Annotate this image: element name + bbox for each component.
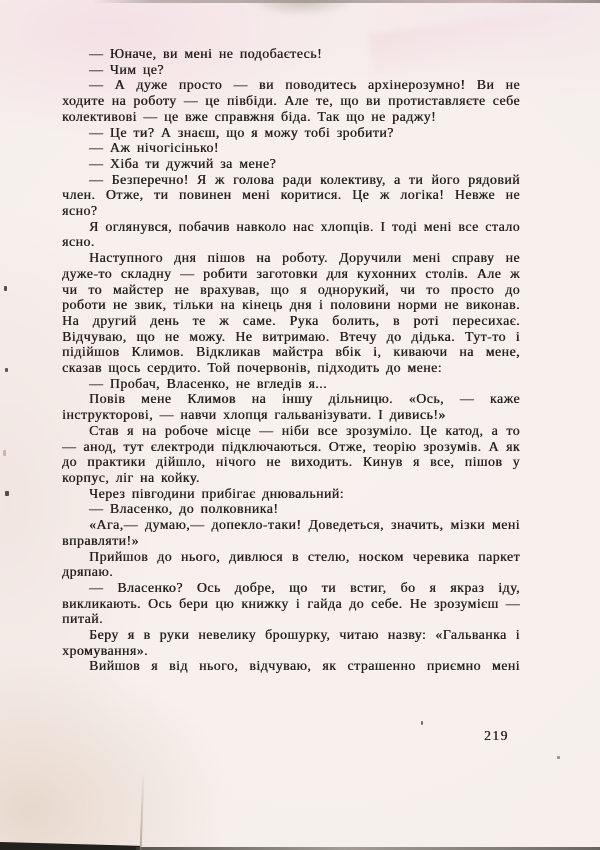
paragraph: Беру я в руки невелику брошурку, читаю назву: «Гальванка і хромування». [62, 627, 520, 658]
scan-speck [5, 368, 8, 372]
paragraph: — Юначе, ви мені не подобаєтесь! [89, 46, 323, 61]
scan-paper-crease [140, 772, 145, 850]
scan-speck [557, 756, 560, 759]
paragraph: — Хіба ти дужчий за мене? [89, 155, 277, 171]
paragraph: Я оглянувся, побачив навколо нас хлопців. І тоді мені все стало ясно. [62, 218, 520, 250]
scan-speck [5, 491, 9, 496]
scan-speck [421, 721, 423, 725]
paragraph: — Власенко, до полковника! [89, 501, 279, 517]
paragraph: — Чим це? [89, 61, 164, 77]
scan-top-edge-shadow [92, 0, 600, 3]
paragraph: — А дуже просто — ви поводитесь архінерозумно! Ви не ходите на роботу — це півбіди. Але те, що ви протиставляєте себе колективові — це вже справжня біда. Так що не раджу! [62, 77, 520, 124]
paragraph: Прийшов до нього, дивлюся в стелю, носком черевика паркет дряпаю. [62, 548, 520, 580]
paragraph: Повів мене Климов на іншу дільницю. «Ось, — каже інструкторові, — навчи хлопця гальванізувати. І дивись!» [62, 391, 520, 423]
paragraph: Через півгодини прибігає днювальний: [89, 485, 344, 501]
scan-speck [3, 450, 6, 456]
paragraph: — Власенко? Ось добре, що ти встиг, бо я якраз іду, викликають. Ось бери цю книжку і гайда до себе. Не зрозумієш — питай. [62, 579, 520, 627]
paragraph: Наступного дня пішов на роботу. Доручили мені справу не дуже-то складну — робити заготовки для кухонних столів. Але ж чи то майстер не врахував, що я однорукий, чи то просто до роботи не звик, тільки на кінець дня і половини норми не виконав. На другий день те ж саме. Рука болить, в роті пересихає. Відчуваю, що не можу. Не витримаю. Втечу до дідька. Тут-то і підійшов Климов. Відкликав майстра вбік і, киваючи на мене, сказав щось сердито. Той почервонів, підходить до мене: [62, 250, 520, 376]
paragraph: — Аж нічогісінько! [89, 140, 219, 156]
scan-bottom-edge-shadow [0, 842, 140, 850]
paragraph: Вийшов я від нього, відчуваю, як страшенно приємно мені [89, 658, 520, 674]
paragraph: — Це ти? А знаєш, що я можу тобі зробити? [89, 124, 394, 140]
paragraph: «Ага,— думаю,— допекло-таки! Доведеться, значить, мізки мені вправляти!» [62, 517, 520, 548]
scan-bottom-edge-line [136, 847, 600, 850]
paragraph: Став я на робоче місце — ніби все зрозуміло. Це катод, а то — анод, тут єлектроди підключаються. Отже, теорію зрозумів. А як до практики дійшло, нічого не виходить. Кинув я все, пішов у корпус, ліг на койку. [62, 422, 520, 485]
page-text-block [62, 46, 520, 674]
scan-speck [4, 286, 7, 291]
scan-top-smudge [252, 0, 352, 15]
paragraph: — Безперечно! Я ж голова ради колективу, а ти його рядовий член. Отже, ти повинен мені коритися. Це ж логіка! Невже не ясно? [62, 171, 520, 219]
paragraph: — Пробач, Власенко, не вгледів я... [89, 375, 328, 391]
page-number: 219 [484, 728, 509, 743]
